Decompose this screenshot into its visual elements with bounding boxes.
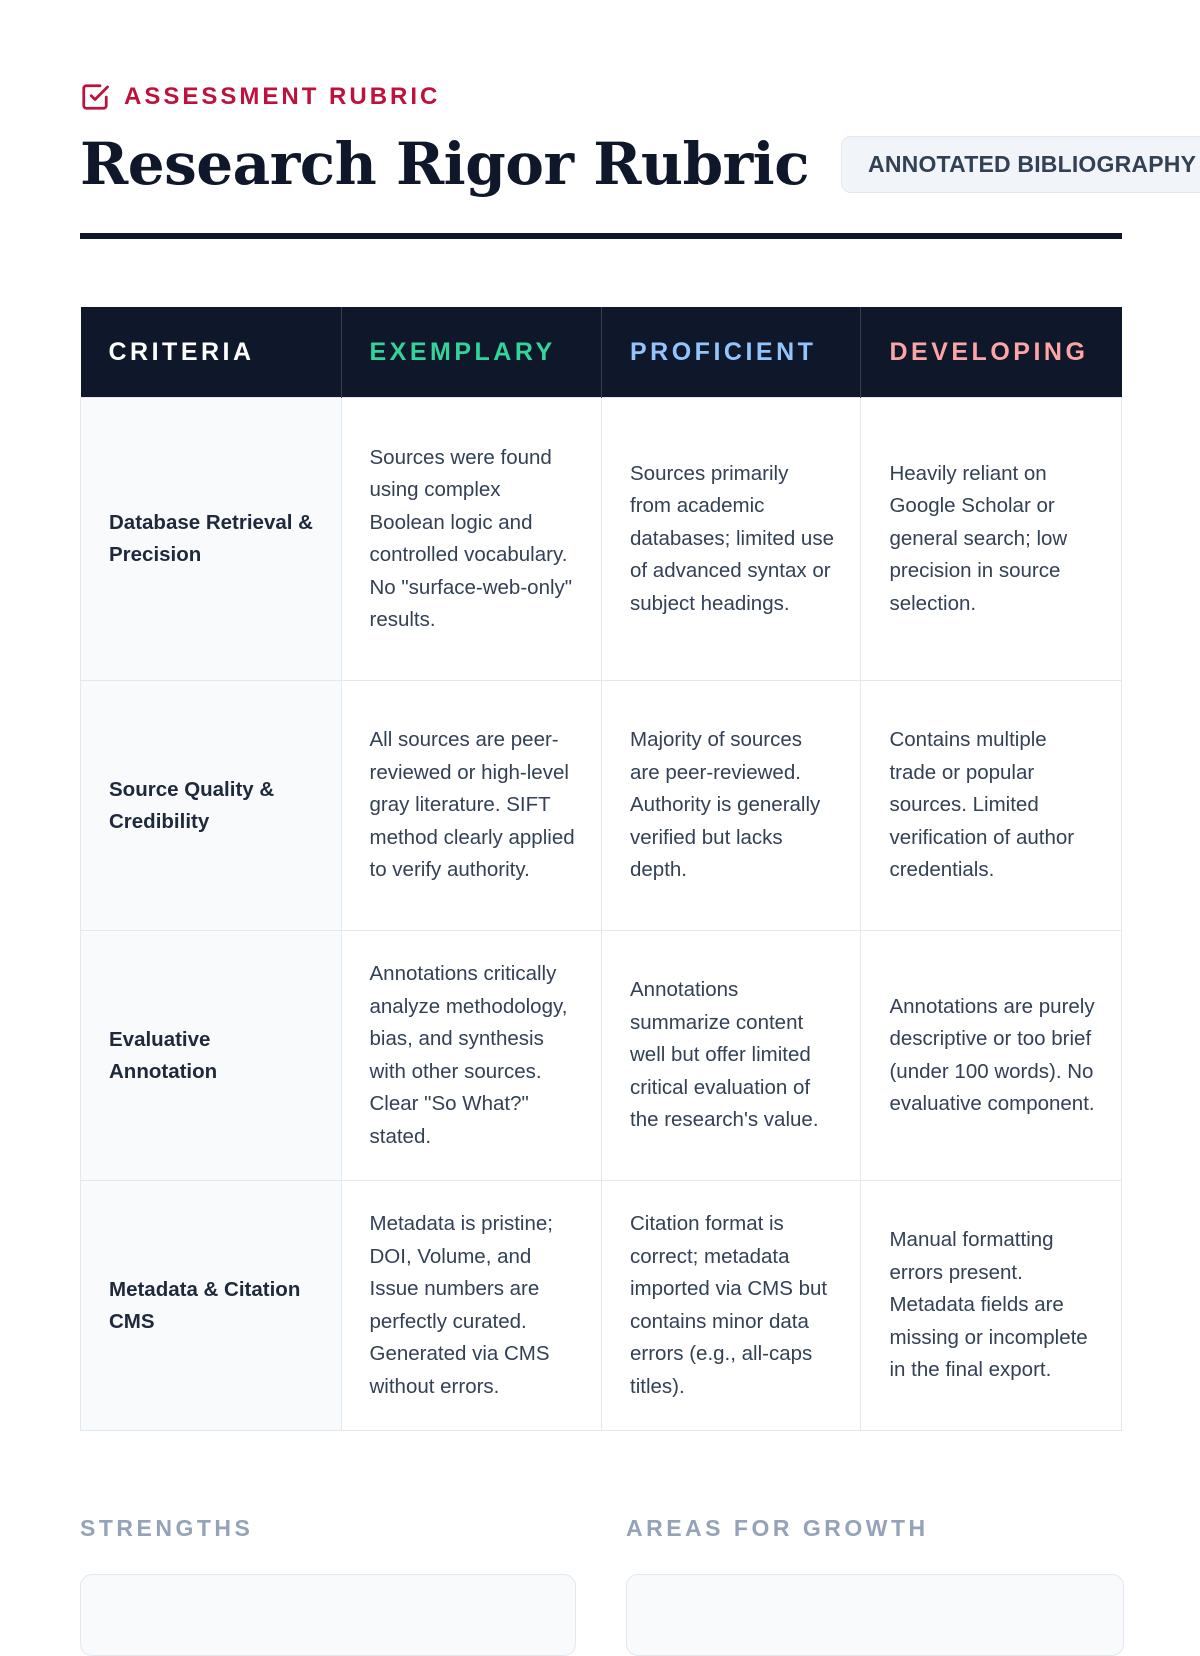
proficient-cell: Majority of sources are peer-reviewed. Authority is generally verified but lacks depth. — [602, 681, 861, 931]
proficient-cell: Annotations summarize content well but offer limited critical evaluation of the research's value. — [602, 931, 861, 1181]
title-divider — [80, 233, 1122, 239]
column-header-proficient: PROFICIENT — [602, 307, 861, 398]
title-row — [80, 124, 1197, 204]
eyebrow — [80, 80, 440, 114]
criterion-cell: Evaluative Annotation — [81, 931, 342, 1181]
exemplary-cell: Sources were found using complex Boolean logic and controlled vocabulary. No "surface-web-only" results. — [341, 398, 602, 681]
growth-input[interactable] — [626, 1574, 1124, 1656]
criterion-cell: Source Quality & Credibility — [81, 681, 342, 931]
eyebrow-label: ASSESSMENT RUBRIC — [124, 83, 441, 110]
table-row — [81, 398, 1122, 681]
rubric-header-row — [81, 307, 1122, 398]
rubric-table — [80, 307, 1122, 1431]
table-row — [81, 1181, 1122, 1431]
strengths-heading: STRENGTHS — [80, 1515, 254, 1541]
exemplary-cell: Metadata is pristine; DOI, Volume, and Issue numbers are perfectly curated. Generated via CMS without errors. — [341, 1181, 602, 1431]
growth-heading: AREAS FOR GROWTH — [626, 1515, 929, 1541]
document-type-badge: ANNOTATED BIBLIOGRAPHY — [841, 136, 1200, 193]
criterion-cell: Database Retrieval & Precision — [81, 398, 342, 681]
strengths-input[interactable] — [80, 1574, 576, 1656]
proficient-cell: Citation format is correct; metadata imported via CMS but contains minor data errors (e.g., all-caps titles). — [602, 1181, 861, 1431]
exemplary-cell: Annotations critically analyze methodology, bias, and synthesis with other sources. Clear "So What?" stated. — [341, 931, 602, 1181]
exemplary-cell: All sources are peer-reviewed or high-level gray literature. SIFT method clearly applied to verify authority. — [341, 681, 602, 931]
developing-cell: Annotations are purely descriptive or too brief (under 100 words). No evaluative component. — [861, 931, 1122, 1181]
column-header-developing: DEVELOPING — [861, 307, 1122, 398]
column-header-criteria: CRITERIA — [81, 307, 342, 398]
proficient-cell: Sources primarily from academic databases; limited use of advanced syntax or subject headings. — [602, 398, 861, 681]
column-header-exemplary: EXEMPLARY — [341, 307, 602, 398]
checkbox-checked-icon — [80, 82, 110, 112]
page-title: Research Rigor Rubric — [80, 130, 810, 198]
developing-cell: Heavily reliant on Google Scholar or general search; low precision in source selection. — [861, 398, 1122, 681]
developing-cell: Contains multiple trade or popular sources. Limited verification of author credentials. — [861, 681, 1122, 931]
criterion-cell: Metadata & Citation CMS — [81, 1181, 342, 1431]
table-row — [81, 931, 1122, 1181]
developing-cell: Manual formatting errors present. Metadata fields are missing or incomplete in the final export. — [861, 1181, 1122, 1431]
table-row — [81, 681, 1122, 931]
